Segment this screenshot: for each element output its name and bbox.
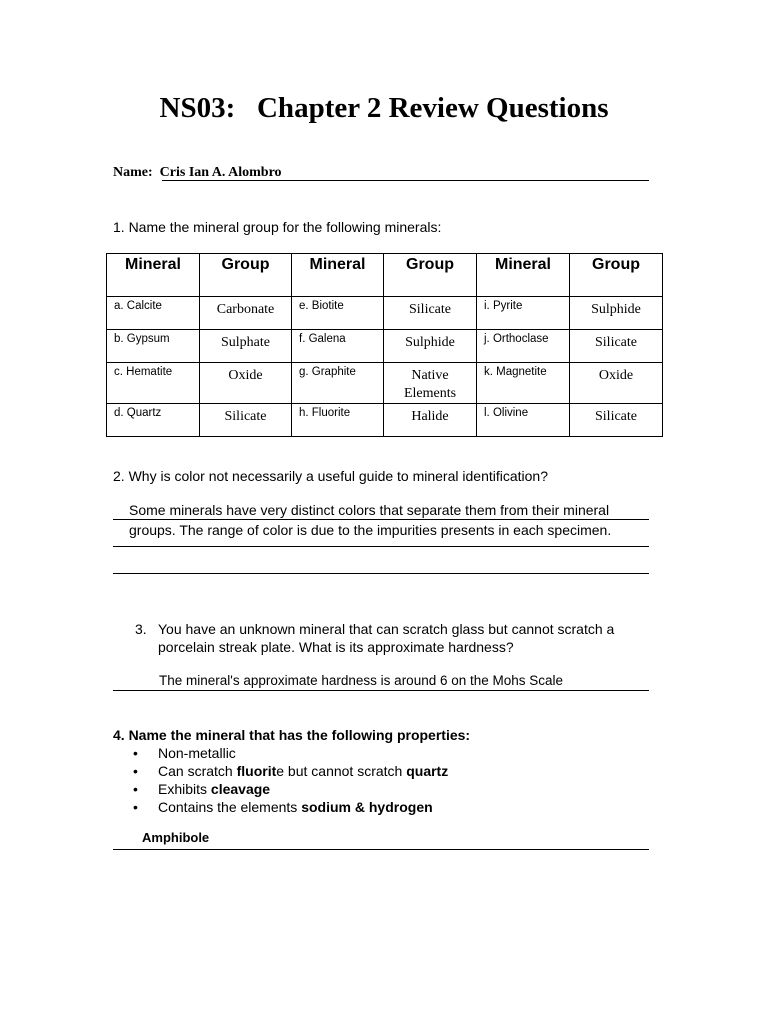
answer-rule [113, 849, 649, 850]
property-text: e but cannot scratch [276, 763, 407, 779]
q2-prompt: 2. Why is color not necessarily a useful guide to mineral identification? [113, 468, 548, 484]
property-emphasis: fluorit [236, 763, 277, 779]
mineral-cell: g. Graphite [292, 363, 384, 404]
property-emphasis: cleavage [210, 781, 271, 797]
property-emphasis: sodium & hydrogen [301, 799, 433, 815]
header-group: Group [384, 254, 477, 297]
list-item [133, 744, 448, 762]
group-cell: Silicate [570, 404, 663, 437]
q4-property-list [133, 744, 448, 816]
mineral-cell: d. Quartz [107, 404, 200, 437]
table-row [107, 330, 663, 363]
mineral-cell: b. Gypsum [107, 330, 200, 363]
mineral-cell: f. Galena [292, 330, 384, 363]
name-value: Cris Ian A. Alombro [159, 165, 282, 180]
mineral-group-table [106, 253, 663, 437]
q4-answer: Amphibole [142, 830, 210, 845]
page-title: NS03: Chapter 2 Review Questions [159, 92, 609, 124]
name-row [113, 165, 649, 181]
mineral-cell: h. Fluorite [292, 404, 384, 437]
header-group: Group [200, 254, 292, 297]
mineral-cell: l. Olivine [477, 404, 570, 437]
group-cell: Silicate [384, 297, 477, 330]
property-text: Can scratch [158, 763, 237, 779]
property-text: Non-metallic [158, 745, 236, 761]
q2-answer-line-2: groups. The range of color is due to the impurities presents in each specimen. [129, 522, 612, 538]
list-item [133, 780, 448, 798]
group-cell: Oxide [200, 363, 292, 404]
mineral-cell: e. Biotite [292, 297, 384, 330]
mineral-cell: j. Orthoclase [477, 330, 570, 363]
property-emphasis: quartz [406, 763, 449, 779]
q3-answer: The mineral's approximate hardness is around 6 on the Mohs Scale [159, 673, 564, 688]
list-item [133, 762, 448, 780]
group-cell: Silicate [200, 404, 292, 437]
property-text: Contains the elements [158, 799, 302, 815]
q3-prompt-line-2: porcelain streak plate. What is its approximate hardness? [158, 639, 514, 655]
list-item [133, 798, 448, 816]
q3-number: 3. [135, 621, 147, 637]
q3-prompt-line-1: You have an unknown mineral that can scratch glass but cannot scratch a [158, 621, 615, 637]
mineral-cell: k. Magnetite [477, 363, 570, 404]
group-cell: Oxide [570, 363, 663, 404]
group-cell: Native Elements [384, 363, 477, 404]
name-label: Name: [113, 165, 153, 180]
group-cell: Halide [384, 404, 477, 437]
mineral-cell: a. Calcite [107, 297, 200, 330]
property-text: Exhibits [158, 781, 211, 797]
header-mineral: Mineral [477, 254, 570, 297]
answer-rule [113, 546, 649, 547]
answer-rule [113, 573, 649, 574]
mineral-cell: i. Pyrite [477, 297, 570, 330]
table-row [107, 404, 663, 437]
header-mineral: Mineral [292, 254, 384, 297]
table-row [107, 363, 663, 404]
name-underline [162, 180, 649, 181]
group-cell: Sulphide [384, 330, 477, 363]
table-row [107, 297, 663, 330]
group-cell: Sulphate [200, 330, 292, 363]
answer-rule [113, 690, 649, 691]
q2-answer-line-1: Some minerals have very distinct colors that separate them from their mineral [129, 502, 610, 518]
group-cell: Silicate [570, 330, 663, 363]
table-header-row [107, 254, 663, 297]
q1-prompt: 1. Name the mineral group for the following minerals: [113, 219, 442, 235]
q4-prompt: 4. Name the mineral that has the following properties: [113, 727, 471, 743]
group-cell: Sulphide [570, 297, 663, 330]
mineral-cell: c. Hematite [107, 363, 200, 404]
header-group: Group [570, 254, 663, 297]
header-mineral: Mineral [107, 254, 200, 297]
group-cell: Carbonate [200, 297, 292, 330]
